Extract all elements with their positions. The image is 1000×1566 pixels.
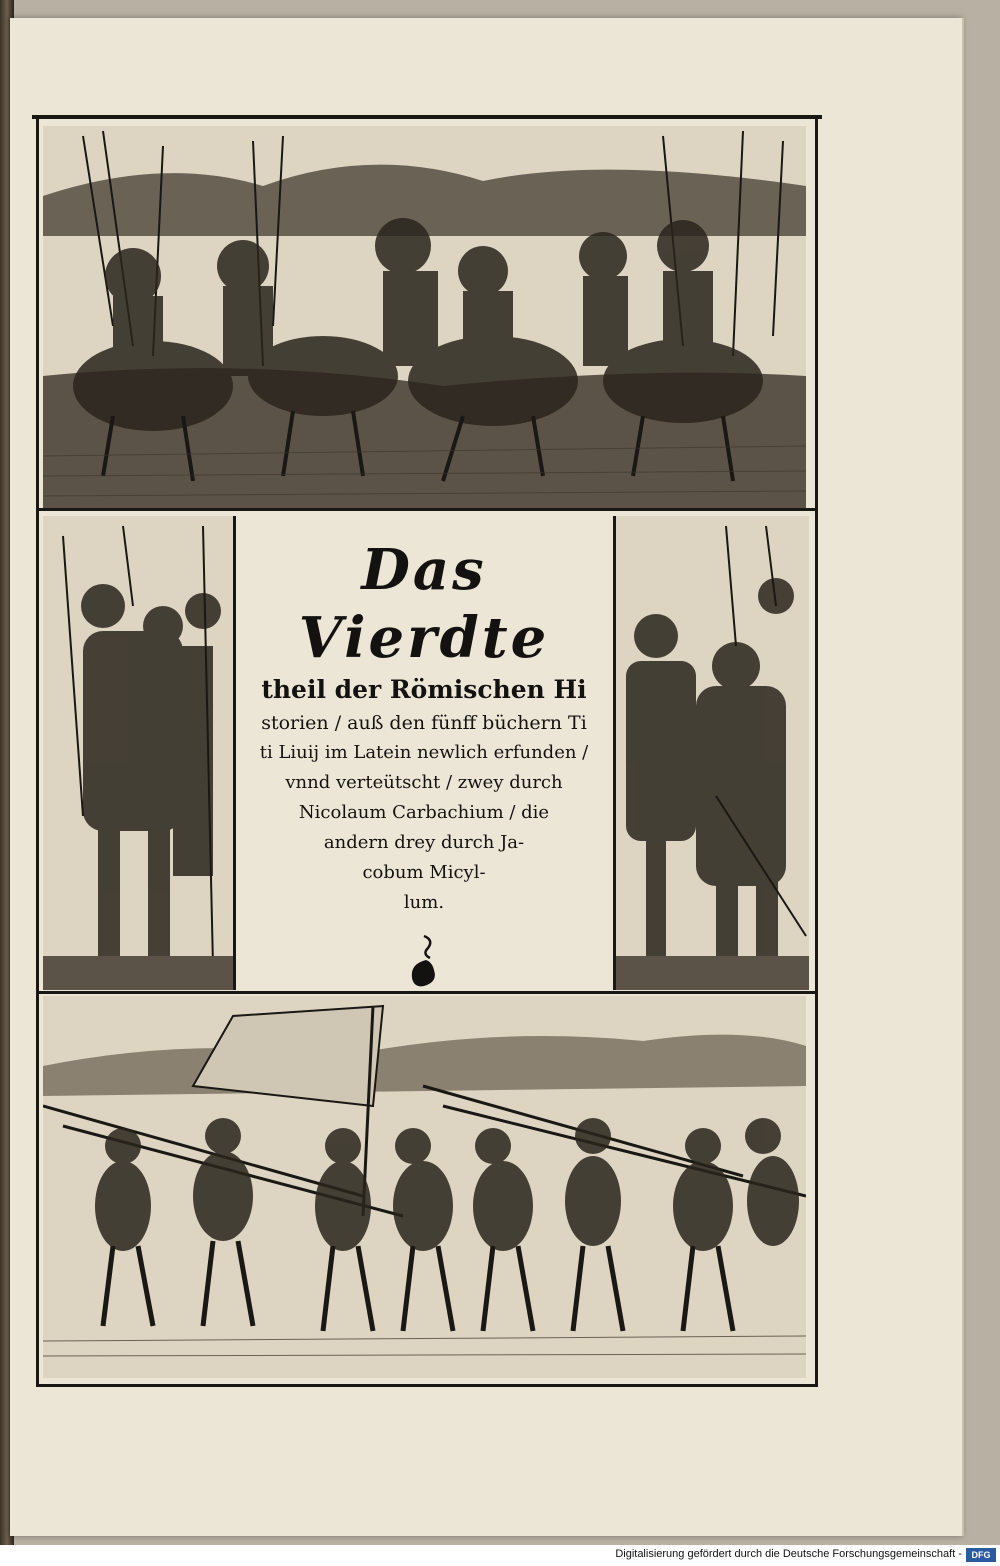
digitization-footer	[0, 1545, 1000, 1566]
title-line-4: vnnd verteütscht / zwey durch	[285, 772, 563, 793]
title-panel	[238, 516, 610, 990]
title-line-3: ti Liuij im Latein newlich erfunden /	[259, 742, 589, 763]
title-line-8: lum.	[403, 892, 445, 913]
book-page	[10, 18, 962, 1536]
leaf-ornament-icon	[404, 932, 444, 992]
title-line-2: storien / auß den fünff büchern Ti	[261, 712, 587, 734]
title-line-1: theil der Römischen Hi	[261, 675, 587, 704]
title-line-5: Nicolaum Carbachium / die	[298, 802, 550, 823]
frame-rule-lower	[36, 991, 818, 994]
woodcut-landsknechts-march	[43, 996, 806, 1378]
woodcut-cavalry	[43, 126, 806, 510]
woodcut-soldier-left	[43, 516, 236, 990]
title-line-6: andern drey durch Ja-	[323, 832, 525, 853]
woodcut-soldier-right	[613, 516, 809, 990]
dfg-logo: DFG	[966, 1548, 996, 1562]
footer-credit: Digitalisierung gefördert durch die Deutsche Forschungsgemeinschaft -	[615, 1548, 962, 1560]
title-line-7: cobum Micyl-	[362, 862, 486, 883]
frame-rule-upper	[36, 508, 818, 511]
book-title: Das Vierdte	[298, 537, 550, 671]
